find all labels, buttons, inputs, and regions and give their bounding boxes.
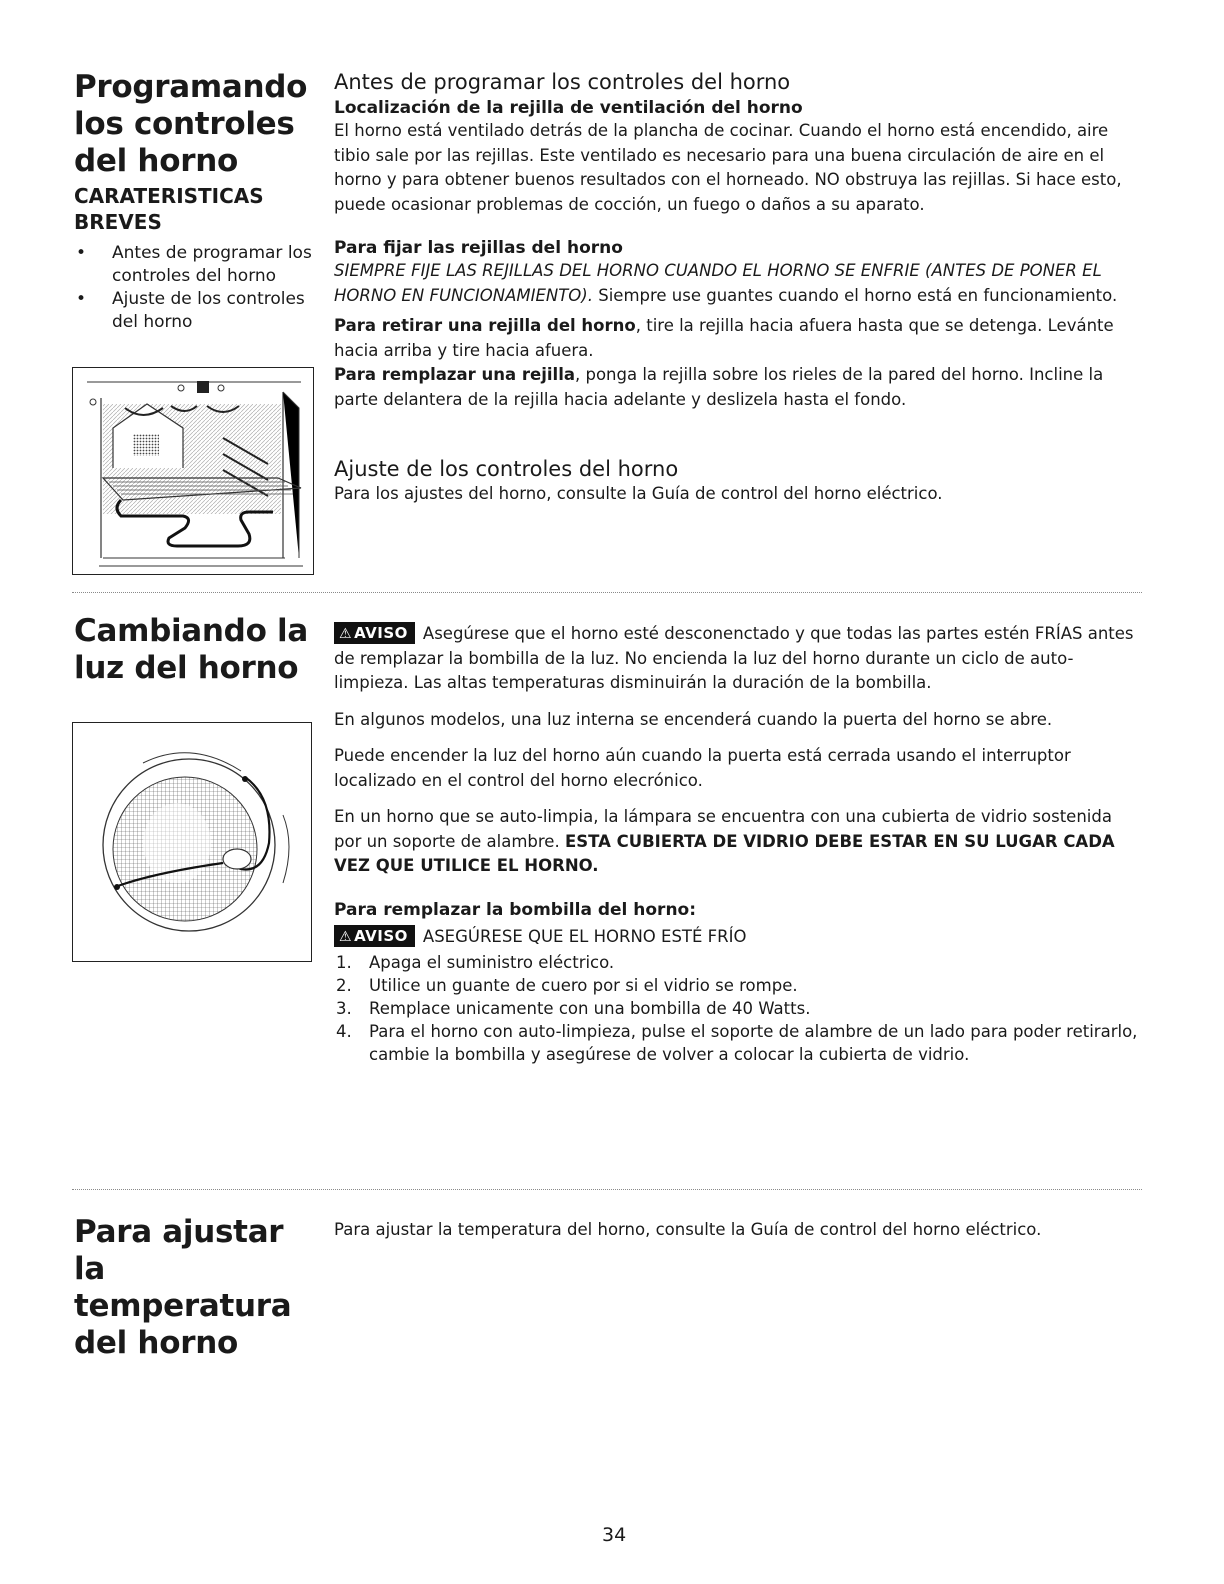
- section-divider: [72, 592, 1142, 593]
- warning-cold-text: ASEGÚRESE QUE EL HORNO ESTÉ FRÍO: [422, 926, 747, 946]
- section1-heading: Antes de programar los controles del horno: [334, 70, 791, 94]
- racks-italic-text: SIEMPRE FIJE LAS REJILLAS DEL HORNO CUANDO EL HORNO SE ENFRIE (ANTES DE PONER EL HORNO EN FUNCIONAMIENTO).: [334, 261, 1102, 305]
- section3-paragraph: Para ajustar la temperatura del horno, consulte la Guía de control del horno eléctrico.: [334, 1220, 1042, 1239]
- remove-rack-text: , tire la rejilla hacia afuera hasta que se detenga. Levánte hacia arriba y tire hacia afuera.: [334, 316, 1114, 360]
- section2-content: [334, 622, 1144, 1066]
- step-number: 3.: [336, 999, 352, 1018]
- section3-title-line: Para ajustar la: [74, 1214, 284, 1287]
- oven-light-illustration: [72, 722, 312, 962]
- racks-heading: Para fijar las rejillas del horno: [334, 238, 623, 258]
- oven-rack-drawing: [73, 368, 313, 574]
- section1-bullet-list: [72, 242, 317, 334]
- warning-badge-label: AVISO: [354, 926, 408, 945]
- replace-bulb-heading: Para remplazar la bombilla del horno:: [334, 899, 697, 920]
- section1-subtitle-line: BREVES: [74, 210, 162, 234]
- remove-rack-paragraph: [334, 314, 1144, 363]
- oven-rack-illustration: [72, 367, 314, 575]
- section3-title: [74, 1214, 324, 1362]
- racks-text: Siempre use guantes cuando el horno está en funcionamiento.: [592, 285, 1118, 305]
- page-number: 34: [602, 1524, 627, 1546]
- replace-rack-paragraph: [334, 363, 1144, 412]
- section1-title-line: Programando: [74, 69, 308, 105]
- step-text: Utilice un guante de cuero por si el vidrio se rompe.: [369, 976, 798, 995]
- list-item: [334, 997, 1144, 1020]
- adjust-heading: Ajuste de los controles del horno: [334, 457, 679, 481]
- light-paragraph-2: Puede encender la luz del horno aún cuando la puerta está cerrada usando el interruptor localizado en el control del horno elecrónico.: [334, 746, 1071, 790]
- racks-paragraph: [334, 259, 1144, 308]
- section1-subtitle-line: CARATERISTICAS: [74, 184, 264, 208]
- replace-bulb-steps: [334, 951, 1144, 1066]
- replace-rack-text: , ponga la rejilla sobre los rieles de la pared del horno. Incline la parte delantera de la rejilla hacia adelante y deslizela hasta el fondo.: [334, 365, 1104, 409]
- warning-text: Asegúrese que el horno esté desconenctado y que todas las partes estén FRÍAS antes de remplazar la bombilla de la luz. No encienda la luz del horno durante un ciclo de auto-limpieza. Las altas temperaturas disminuirán la duración de la bombilla.: [334, 624, 1134, 692]
- remove-rack-bold: Para retirar una rejilla del horno: [334, 316, 636, 335]
- list-item: [334, 1020, 1144, 1066]
- light-paragraph-3: [334, 805, 1144, 879]
- warning-badge: [334, 925, 415, 947]
- section-divider: [72, 1189, 1142, 1190]
- oven-light-drawing: [73, 723, 311, 961]
- warning-triangle-icon: ⚠: [339, 928, 353, 945]
- step-number: 1.: [336, 953, 352, 972]
- list-item: [334, 951, 1144, 974]
- warning-badge-label: AVISO: [354, 624, 408, 642]
- warning-triangle-icon: ⚠: [339, 626, 353, 642]
- section1-title-line: del horno: [74, 143, 238, 179]
- vent-paragraph: El horno está ventilado detrás de la plancha de cocinar. Cuando el horno está encendido, aire tibio sale por las rejillas. Este ventilado es necesario para una buena circulación de aire en el horno y para obtener buenos resultados con el horneado. NO obstruya las rejillas. Si hace esto, puede ocasionar problemas de cocción, un fuego o daños a su aparato.: [334, 121, 1122, 214]
- warning-paragraph: [334, 622, 1144, 696]
- vent-heading: Localización de la rejilla de ventilación del horno: [334, 98, 803, 118]
- light-paragraph-3-bold: ESTA CUBIERTA DE VIDRIO DEBE ESTAR EN SU LUGAR CADA VEZ QUE UTILICE EL HORNO.: [334, 831, 1115, 875]
- section3-title-line: del horno: [74, 1325, 238, 1361]
- section1-title: [74, 69, 314, 180]
- step-number: 2.: [336, 976, 352, 995]
- list-item: [334, 974, 1144, 997]
- section3-title-line: temperatura: [74, 1288, 292, 1324]
- section1-title-line: los controles: [74, 106, 295, 142]
- section2-title-line: Cambiando la: [74, 613, 309, 649]
- section1-content: [334, 69, 1144, 507]
- list-item: • Antes de programar los controles del horno: [72, 242, 317, 288]
- step-text: Para el horno con auto-limpieza, pulse el soporte de alambre de un lado para poder retirarlo, cambie la bombilla y asegúrese de volver a colocar la cubierta de vidrio.: [369, 1022, 1138, 1064]
- warning-line-2: [334, 925, 1144, 950]
- warning-badge: [334, 622, 415, 644]
- section1-subtitle: [74, 183, 314, 235]
- list-item: • Ajuste de los controles del horno: [72, 288, 317, 334]
- section2-title: [74, 613, 324, 687]
- replace-rack-bold: Para remplazar una rejilla: [334, 365, 575, 384]
- light-paragraph-3-text: En un horno que se auto-limpia, la lámpara se encuentra con una cubierta de vidrio sostenida por un soporte de alambre.: [334, 807, 1112, 851]
- light-paragraph-1: En algunos modelos, una luz interna se encenderá cuando la puerta del horno se abre.: [334, 709, 1053, 729]
- adjust-paragraph: Para los ajustes del horno, consulte la Guía de control del horno eléctrico.: [334, 484, 943, 503]
- section2-title-line: luz del horno: [74, 650, 299, 686]
- step-text: Remplace unicamente con una bombilla de 40 Watts.: [369, 999, 811, 1018]
- step-number: 4.: [336, 1022, 352, 1041]
- step-text: Apaga el suministro eléctrico.: [369, 953, 615, 972]
